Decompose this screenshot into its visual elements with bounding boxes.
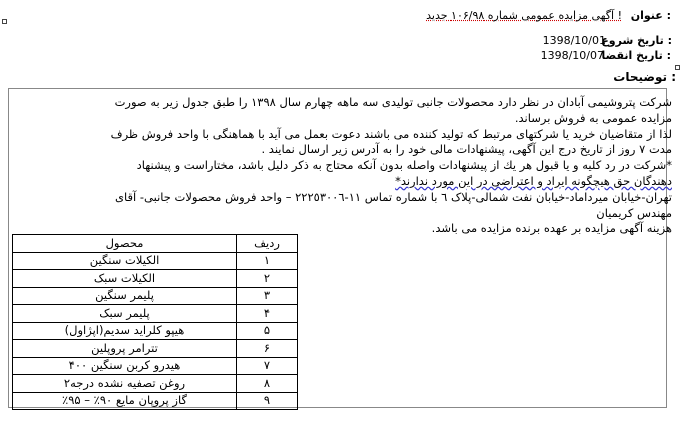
- product-cell: الكیلات سبک: [13, 270, 237, 288]
- end-date-label: تاریخ انقضا :: [601, 49, 671, 62]
- description-line: مهندس کریمیان: [596, 205, 672, 220]
- product-cell: پلیمر سنگین: [13, 287, 237, 305]
- product-header: محصول: [13, 235, 237, 253]
- table-header-row: [13, 235, 298, 253]
- table-row: [13, 287, 298, 305]
- row-number-cell: ۹: [237, 392, 298, 410]
- row-number-cell: ۷: [237, 357, 298, 375]
- product-cell: هیدرو کربن سنگین ۴۰۰: [13, 357, 237, 375]
- row-number-cell: ٣: [237, 287, 298, 305]
- row-number-cell: ۴: [237, 305, 298, 323]
- product-cell: روغن تصفیه نشده درجه٢: [13, 375, 237, 393]
- product-cell: الكیلات سنگین: [13, 252, 237, 270]
- start-date-label: تاریخ شروع :: [601, 34, 672, 47]
- description-line: *شرکت در رد کلیه و یا قبول هر یك از پیشنهادات واصله بدون آنكه محتاج به ذكر دلیل باشد، مختاراست و پیشنهاد: [136, 158, 672, 173]
- product-cell: گاز پروپان مایع ۹۰٪ – ۹۵٪: [13, 392, 237, 410]
- description-line: تهران-خیابان میرداماد-خیابان نفت شمالی-پلاک ٦ با شماره تماس ١١-٢٢٢٥٣٠٠٦ – واحد فروش محصولات جانبی- آقای: [115, 189, 672, 204]
- product-cell: هیپو کلراید سدیم(اپژاول): [13, 322, 237, 340]
- description-line: هزینه آگهی مزایده بر عهده برنده مزایده می باشد.: [431, 221, 672, 236]
- table-row: [13, 357, 298, 375]
- product-cell: پلیمر سبک: [13, 305, 237, 323]
- corner-marker: [2, 19, 7, 24]
- table-row: [13, 270, 298, 288]
- description-label: توضیحات :: [613, 70, 676, 84]
- description-line: لذا از متقاضیان خرید یا شرکتهای مرتبط که تولید کننده می باشند دعوت بعمل می آید با هماهنگی با واحد فروش ظرف: [110, 126, 672, 141]
- description-line: دهندگان حق هیچگونه ایراد و اعتراضی در این مورد ندارند*: [395, 173, 672, 188]
- title-label: عنوان :: [630, 9, 671, 22]
- description-line: مدت ۷ روز از تاریخ درج این آگهی، پیشنهادات مالی خود را به آدرس زیر ارسال نمایند .: [261, 142, 672, 157]
- table-row: [13, 340, 298, 358]
- description-line: مزایده عمومی به فروش برساند.: [514, 110, 672, 125]
- end-date-value: 1398/10/07: [540, 49, 604, 62]
- title-value: آگهی مزایده عمومی شماره ۱۰۶/۹۸ جدید !: [426, 9, 622, 22]
- product-cell: تترامر پروپلین: [13, 340, 237, 358]
- row-number-header: ردیف: [237, 235, 298, 253]
- description-line: شرکت پتروشیمی آبادان در نظر دارد محصولات جانبی تولیدی سه ماهه چهارم سال ۱۳۹۸ را طبق جدول زیر به صورت: [114, 95, 672, 109]
- products-table: [12, 234, 298, 410]
- table-row: [13, 322, 298, 340]
- row-number-cell: ۵: [237, 322, 298, 340]
- row-number-cell: ۱: [237, 252, 298, 270]
- row-number-cell: ۶: [237, 340, 298, 358]
- start-date-value: 1398/10/01: [542, 34, 606, 47]
- table-row: [13, 375, 298, 393]
- table-row: [13, 305, 298, 323]
- description-text: [32, 95, 672, 237]
- row-number-cell: ٢: [237, 270, 298, 288]
- table-row: [13, 252, 298, 270]
- row-number-cell: ۸: [237, 375, 298, 393]
- table-row: [13, 392, 298, 410]
